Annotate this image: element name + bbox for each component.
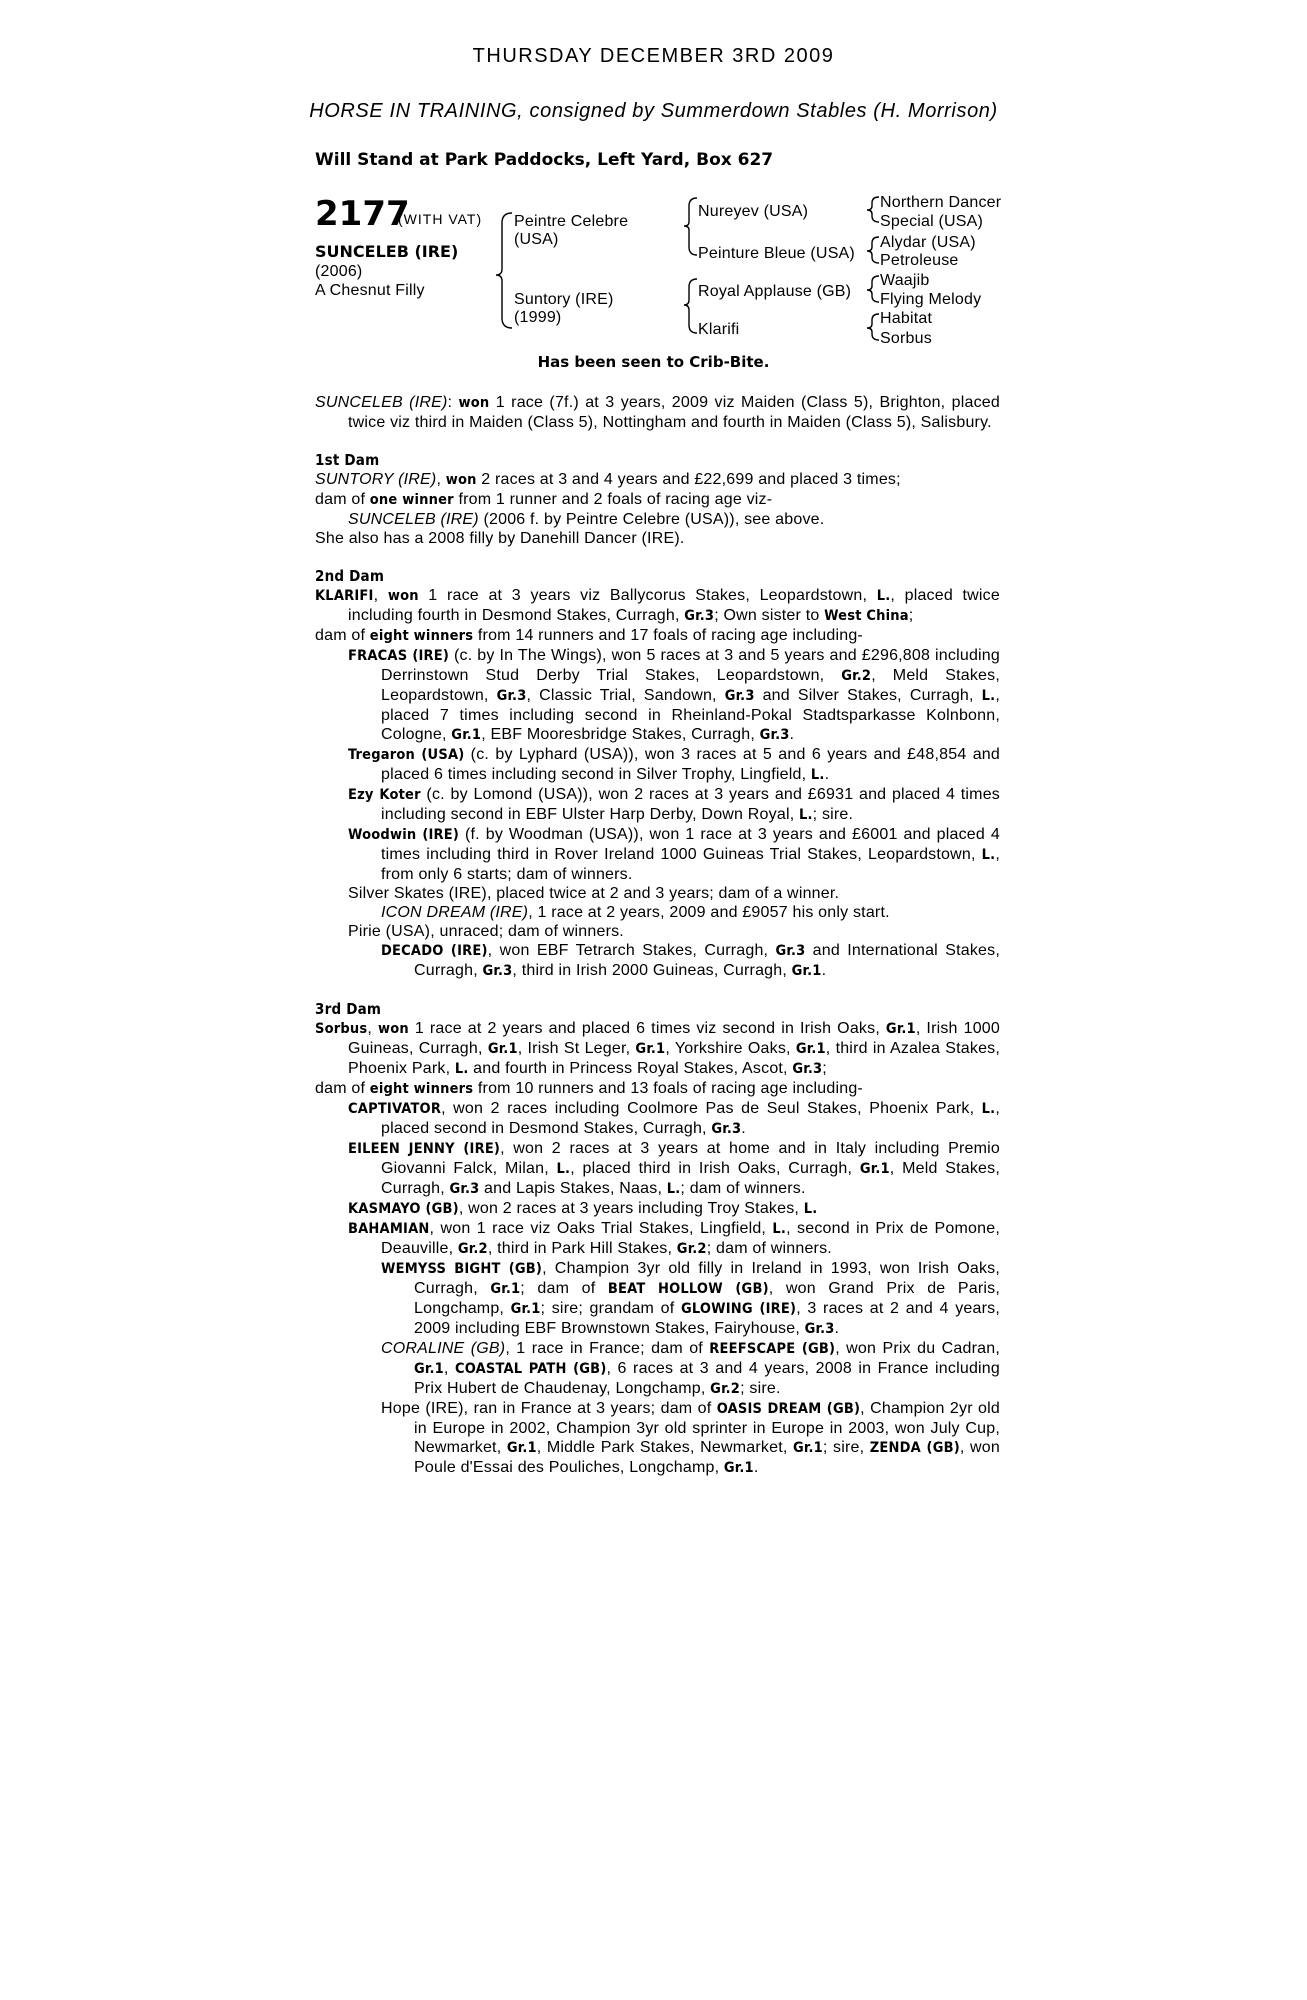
foal-ezy-koter: Ezy Koter (c. by Lomond (USA)), won 2 races at 3 years and £6931 and placed 4 times including second in EBF Ulster Harp Derby, Down Royal, L.; sire. bbox=[348, 786, 1000, 823]
foal-coraline: CORALINE (GB), 1 race in France; dam of REEFSCAPE (GB), won Prix du Cadran, Gr.1, COASTAL PATH (GB), 6 races at 3 and 4 years, 2008 in France including Prix Hubert de Chaudenay, Longchamp, Gr.2; sire. bbox=[381, 1340, 1000, 1397]
second-dam-produce: dam of eight winners from 14 runners and 17 foals of racing age including- bbox=[315, 627, 863, 644]
pedigree-g6: Flying Melody bbox=[880, 291, 982, 308]
first-dam-heading: 1st Dam bbox=[315, 451, 380, 469]
second-dam-record: KLARIFI, won 1 race at 3 years viz Ballycorus Stakes, Leopardstown, L., placed twice including fourth in Desmond Stakes, Curragh, Gr.3; Own sister to West China; bbox=[315, 587, 1000, 624]
consignment-heading: HORSE IN TRAINING, consigned by Summerdown Stables (H. Morrison) bbox=[309, 100, 998, 122]
foal-eileen-jenny: EILEEN JENNY (IRE), won 2 races at 3 years at home and in Italy including Premio Giovanni Falck, Milan, L., placed third in Irish Oaks, Curragh, Gr.1, Meld Stakes, Curragh, Gr.3 and Lapis Stakes, Naas, L.; dam of winners. bbox=[348, 1140, 1000, 1197]
sale-date: THURSDAY DECEMBER 3RD 2009 bbox=[472, 45, 835, 67]
foal-kasmayo: KASMAYO (GB), won 2 races at 3 years including Troy Stakes, L. bbox=[348, 1200, 818, 1217]
pedigree-dam-sire: Royal Applause (GB) bbox=[698, 283, 852, 300]
foal-pirie: Pirie (USA), unraced; dam of winners. bbox=[348, 923, 624, 940]
foal-silver-skates: Silver Skates (IRE), placed twice at 2 and 3 years; dam of a winner. bbox=[348, 885, 840, 902]
foal-wemyss-bight: WEMYSS BIGHT (GB), Champion 3yr old filly in Ireland in 1993, won Irish Oaks, Curragh, Gr.1; dam of BEAT HOLLOW (GB), won Grand Prix de Paris, Longchamp, Gr.1; sire; grandam of GLOWING (IRE), 3 races at 2 and 4 years, 2009 including EBF Brownstown Stakes, Fairyhouse, Gr.3. bbox=[381, 1260, 1000, 1337]
stand-location: Will Stand at Park Paddocks, Left Yard, Box 627 bbox=[315, 150, 774, 170]
foal-hope: Hope (IRE), ran in France at 3 years; dam of OASIS DREAM (GB), Champion 2yr old in Europe in 2002, Champion 3yr old sprinter in Europe in 2003, won July Cup, Newmarket, Gr.1, Middle Park Stakes, Newmarket, Gr.1; sire, ZENDA (GB), won Poule d'Essai des Pouliches, Longchamp, Gr.1. bbox=[381, 1400, 1001, 1476]
crib-bite-note: Has been seen to Crib-Bite. bbox=[537, 353, 770, 371]
bracket-parents bbox=[496, 213, 512, 328]
lot-number: 2177 bbox=[315, 194, 410, 234]
pedigree-g4: Petroleuse bbox=[880, 252, 959, 269]
pedigree-dam-dam: Klarifi bbox=[698, 321, 740, 338]
horse-year: (2006) bbox=[315, 263, 363, 280]
foal-woodwin: Woodwin (IRE) (f. by Woodman (USA)), won 1 race at 3 years and £6001 and placed 4 times including third in Rover Ireland 1000 Guineas Trial Stakes, Leopardstown, L., from only 6 starts; dam of winners. bbox=[348, 826, 1001, 883]
foal-icon-dream: ICON DREAM (IRE), 1 race at 2 years, 2009 and £9057 his only start. bbox=[381, 904, 890, 921]
pedigree-g7: Habitat bbox=[880, 310, 933, 327]
pedigree-g1: Northern Dancer bbox=[880, 194, 1002, 211]
won-label: won bbox=[458, 395, 490, 411]
horse-name: SUNCELEB (IRE) bbox=[315, 242, 459, 261]
foal-captivator: CAPTIVATOR, won 2 races including Coolmore Pas de Seul Stakes, Phoenix Park, L., placed second in Desmond Stakes, Curragh, Gr.3. bbox=[348, 1100, 1000, 1137]
first-dam-record: SUNTORY (IRE), won 2 races at 3 and 4 years and £22,699 and placed 3 times; bbox=[315, 471, 901, 488]
pedigree-g2: Special (USA) bbox=[880, 213, 984, 230]
horse-description: A Chesnut Filly bbox=[315, 282, 425, 299]
third-dam-heading: 3rd Dam bbox=[315, 1000, 382, 1018]
foal-bahamian: BAHAMIAN, won 1 race viz Oaks Trial Stakes, Lingfield, L., second in Prix de Pomone, Deauville, Gr.2, third in Park Hill Stakes, Gr.2; dam of winners. bbox=[348, 1220, 1000, 1257]
bracket-g34 bbox=[867, 237, 879, 263]
horse-name-italic: SUNCELEB (IRE) bbox=[315, 394, 448, 411]
bracket-dam bbox=[684, 279, 697, 333]
pedigree-sire-dam: Peinture Bleue (USA) bbox=[698, 245, 855, 262]
sire-name: Peintre Celebre bbox=[514, 213, 629, 230]
bracket-sire bbox=[684, 198, 697, 255]
pedigree-g3: Alydar (USA) bbox=[880, 234, 976, 251]
pedigree-brackets bbox=[0, 0, 1307, 360]
pedigree-g8: Sorbus bbox=[880, 330, 932, 347]
foal-decado: DECADO (IRE), won EBF Tetrarch Stakes, Curragh, Gr.3 and International Stakes, Curragh, Gr.3, third in Irish 2000 Guineas, Curragh, Gr.1. bbox=[381, 942, 1000, 979]
first-dam-foal: SUNCELEB (IRE) (2006 f. by Peintre Celebre (USA)), see above. bbox=[348, 511, 825, 528]
bracket-g12 bbox=[867, 197, 879, 222]
first-dam-note: She also has a 2008 filly by Danehill Dancer (IRE). bbox=[315, 530, 685, 547]
race-record: SUNCELEB (IRE): won 1 race (7f.) at 3 years, 2009 viz Maiden (Class 5), Brighton, placed twice viz third in Maiden (Class 5), Nottingham and fourth in Maiden (Class 5), Salisbury. bbox=[315, 394, 1000, 431]
dam-year: (1999) bbox=[514, 309, 562, 326]
sire-country: (USA) bbox=[514, 231, 559, 248]
pedigree-dam bbox=[514, 291, 614, 327]
foal-tregaron: Tregaron (USA) (c. by Lyphard (USA)), won 3 races at 5 and 6 years and £48,854 and placed 6 times including second in Silver Trophy, Lingfield, L.. bbox=[348, 746, 1000, 783]
pedigree-sire-sire: Nureyev (USA) bbox=[698, 203, 809, 220]
first-dam-produce: dam of one winner from 1 runner and 2 foals of racing age viz- bbox=[315, 491, 773, 508]
dam-name: Suntory (IRE) bbox=[514, 291, 614, 308]
bracket-g56 bbox=[867, 276, 879, 302]
third-dam-record: Sorbus, won 1 race at 2 years and placed 6 times viz second in Irish Oaks, Gr.1, Irish 1000 Guineas, Curragh, Gr.1, Irish St Leger, Gr.1, Yorkshire Oaks, Gr.1, third in Azalea Stakes, Phoenix Park, L. and fourth in Princess Royal Stakes, Ascot, Gr.3; bbox=[315, 1020, 1001, 1077]
foal-fracas: FRACAS (IRE) (c. by In The Wings), won 5 races at 3 and 5 years and £296,808 including Derrinstown Stud Derby Trial Stakes, Leopardstown, Gr.2, Meld Stakes, Leopardstown, Gr.3, Classic Trial, Sandown, Gr.3 and Silver Stakes, Curragh, L., placed 7 times including second in Rheinland-Pokal Stadtsparkasse Kolnbonn, Cologne, Gr.1, EBF Mooresbridge Stakes, Curragh, Gr.3. bbox=[348, 647, 1000, 743]
bracket-g78 bbox=[867, 314, 879, 340]
pedigree-sire bbox=[514, 213, 628, 249]
third-dam-produce: dam of eight winners from 10 runners and 13 foals of racing age including- bbox=[315, 1080, 863, 1097]
pedigree-g5: Waajib bbox=[880, 272, 930, 289]
catalogue-body bbox=[315, 393, 1000, 1478]
vat-note: (WITH VAT) bbox=[398, 211, 483, 227]
second-dam-heading: 2nd Dam bbox=[315, 567, 385, 585]
